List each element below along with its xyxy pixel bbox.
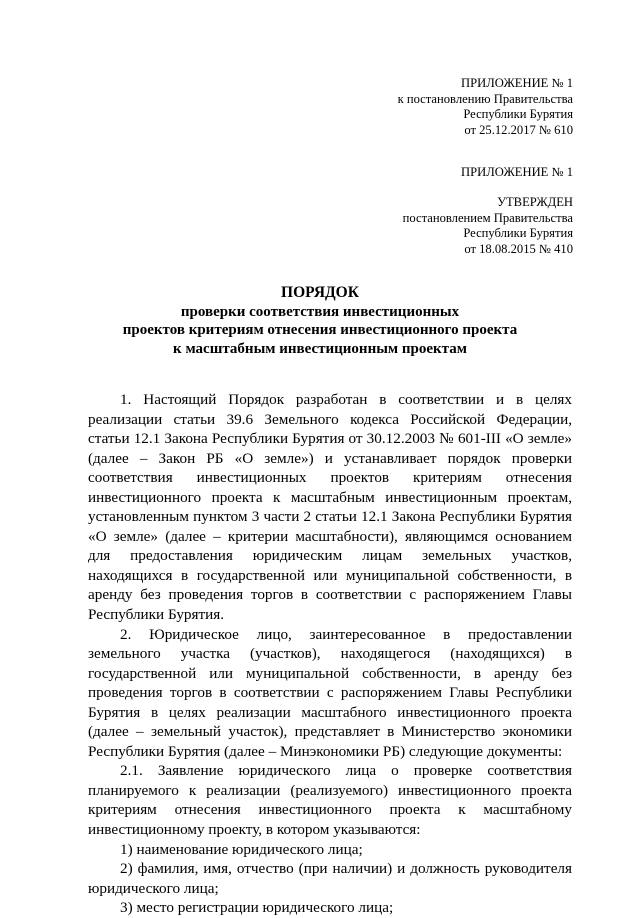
paragraph-1: 1. Настоящий Порядок разработан в соответствии и в целях реализации статьи 39.6 Земельного кодекса Российской Федерации, статьи 12.1 Закона Республики Бурятия от 30.12.2003 № 601-III «О земле» (далее – Закон РБ «О земле») и устанавливает порядок проверки соответствия инвестиционных проектов критериям отнесения инвестиционного проекта к масштабным инвестиционным проектам, установленным пунктом 3 части 2 статьи 12.1 Закона Республики Бурятия «О земле» (далее – критерии масштабности), являющимся основанием для предоставления юридическим лицам земельных участков, находящихся в государственной или муниципальной собственности, в аренду без проведения торгов в соответствии с распоряжением Главы Республики Бурятия. xyxy=(88,391,572,624)
list-item-3: 3) место регистрации юридического лица; xyxy=(120,899,394,917)
approved-label: УТВЕРЖДЕН xyxy=(497,195,573,209)
document-body xyxy=(88,390,572,918)
appendix-date-line: от 25.12.2017 № 610 xyxy=(464,122,573,137)
title-sub-line-3: к масштабным инвестиционным проектам xyxy=(173,340,467,357)
approval-stamp xyxy=(403,195,573,257)
title-main: ПОРЯДОК xyxy=(281,284,359,301)
title-sub-line-1: проверки соответствия инвестиционных xyxy=(180,303,460,320)
paragraph-2-1: 2.1. Заявление юридического лица о проверке соответствия планируемого к реализации (реализуемого) инвестиционного проекта критериям отнесения инвестиционного проекта к масштабному инвестиционному проекту, в котором указываются: xyxy=(88,762,572,839)
approved-resolution-line: постановлением Правительства xyxy=(402,210,573,225)
second-appendix-header xyxy=(461,165,573,181)
appendix-resolution-line: к постановлению Правительства xyxy=(397,91,573,106)
paragraph-2: 2. Юридическое лицо, заинтересованное в предоставлении земельного участка (участков), находящегося (находящихся) в государственной или муниципальной собственности, в аренду без проведения торгов в соответствии с распоряжением Главы Республики Бурятия в целях реализации масштабного инвестиционного проекта (далее – земельный участок), представляет в Министерство экономики Республики Бурятия (далее – Минэкономики РБ) следующие документы: xyxy=(88,625,572,760)
list-item-1: 1) наименование юридического лица; xyxy=(120,840,363,858)
appendix-header xyxy=(398,76,573,138)
approved-republic-line: Республики Бурятия xyxy=(463,226,573,241)
document-title xyxy=(0,284,640,358)
approved-date-line: от 18.08.2015 № 410 xyxy=(464,241,573,256)
appendix-republic-line: Республики Бурятия xyxy=(463,107,573,122)
list-item-2: 2) фамилия, имя, отчество (при наличии) и должность руководителя юридического лица; xyxy=(88,860,572,897)
title-sub-line-2: проектов критериям отнесения инвестиционного проекта xyxy=(122,322,518,338)
second-appendix-label: ПРИЛОЖЕНИЕ № 1 xyxy=(461,165,573,179)
appendix-label: ПРИЛОЖЕНИЕ № 1 xyxy=(461,76,573,90)
